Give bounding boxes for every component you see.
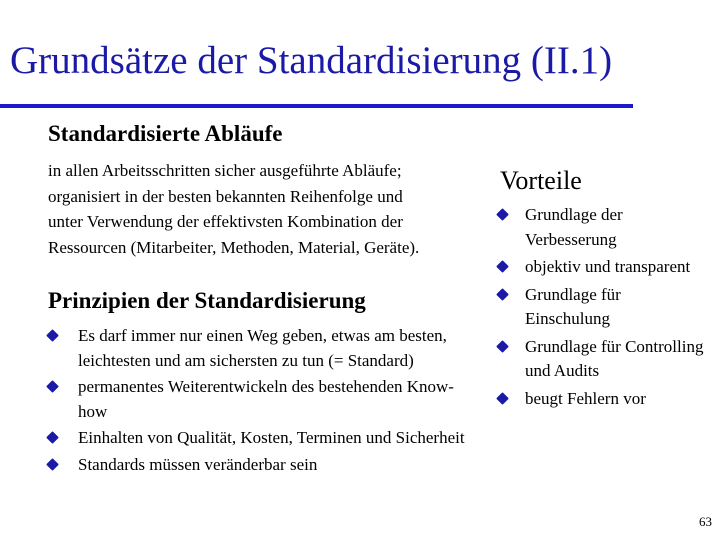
list-item-text: Grundlage für Controlling und Audits [525, 336, 704, 380]
list-item [498, 387, 708, 412]
prinzipien-list [48, 324, 478, 479]
list-item [48, 375, 478, 424]
list-item-text: permanentes Weiterentwickeln des bestehenden Know-how [78, 377, 454, 421]
list-item-text: beugt Fehlern vor [525, 388, 646, 408]
list-item [498, 335, 708, 384]
paragraph-line: organisiert in der besten bekannten Reihenfolge und [48, 186, 403, 206]
vorteile-list [498, 203, 708, 414]
diamond-bullet-icon [496, 208, 509, 221]
diamond-bullet-icon [496, 340, 509, 353]
definition-paragraph [48, 158, 498, 260]
diamond-bullet-icon [496, 392, 509, 405]
paragraph-line: in allen Arbeitsschritten sicher ausgeführte Abläufe; [48, 161, 402, 180]
list-item-text: Es darf immer nur einen Weg geben, etwas am besten, leichtesten und am sichersten zu tun (= Standard) [78, 326, 447, 370]
page-number: 63 [699, 514, 712, 529]
paragraph-line: Ressourcen (Mitarbeiter, Methoden, Material, Geräte). [48, 237, 420, 257]
diamond-bullet-icon [46, 329, 59, 342]
list-item [48, 324, 478, 373]
list-item-text: Grundlage für Einschulung [525, 284, 621, 328]
section-heading-standardisierte-ablaeufe: Standardisierte Abläufe [48, 121, 283, 146]
list-item [498, 255, 708, 280]
list-item-text: Einhalten von Qualität, Kosten, Terminen und Sicherheit [78, 428, 465, 447]
vorteile-heading: Vorteile [500, 166, 582, 195]
list-item-text: Grundlage der Verbesserung [525, 205, 623, 249]
list-item-text: Standards müssen veränderbar sein [78, 454, 318, 474]
list-item [48, 453, 478, 478]
diamond-bullet-icon [46, 431, 59, 444]
diamond-bullet-icon [46, 380, 59, 393]
diamond-bullet-icon [496, 260, 509, 273]
section-heading-prinzipien: Prinzipien der Standardisierung [48, 288, 366, 313]
list-item-text: objektiv und transparent [525, 257, 691, 276]
title-underline [0, 104, 633, 108]
list-item [498, 203, 708, 252]
list-item [48, 426, 478, 451]
slide-title: Grundsätze der Standardisierung (II.1) [10, 39, 613, 82]
paragraph-line: unter Verwendung der effektivsten Kombination der [48, 212, 403, 231]
list-item [498, 283, 708, 332]
diamond-bullet-icon [46, 458, 59, 471]
diamond-bullet-icon [496, 288, 509, 301]
